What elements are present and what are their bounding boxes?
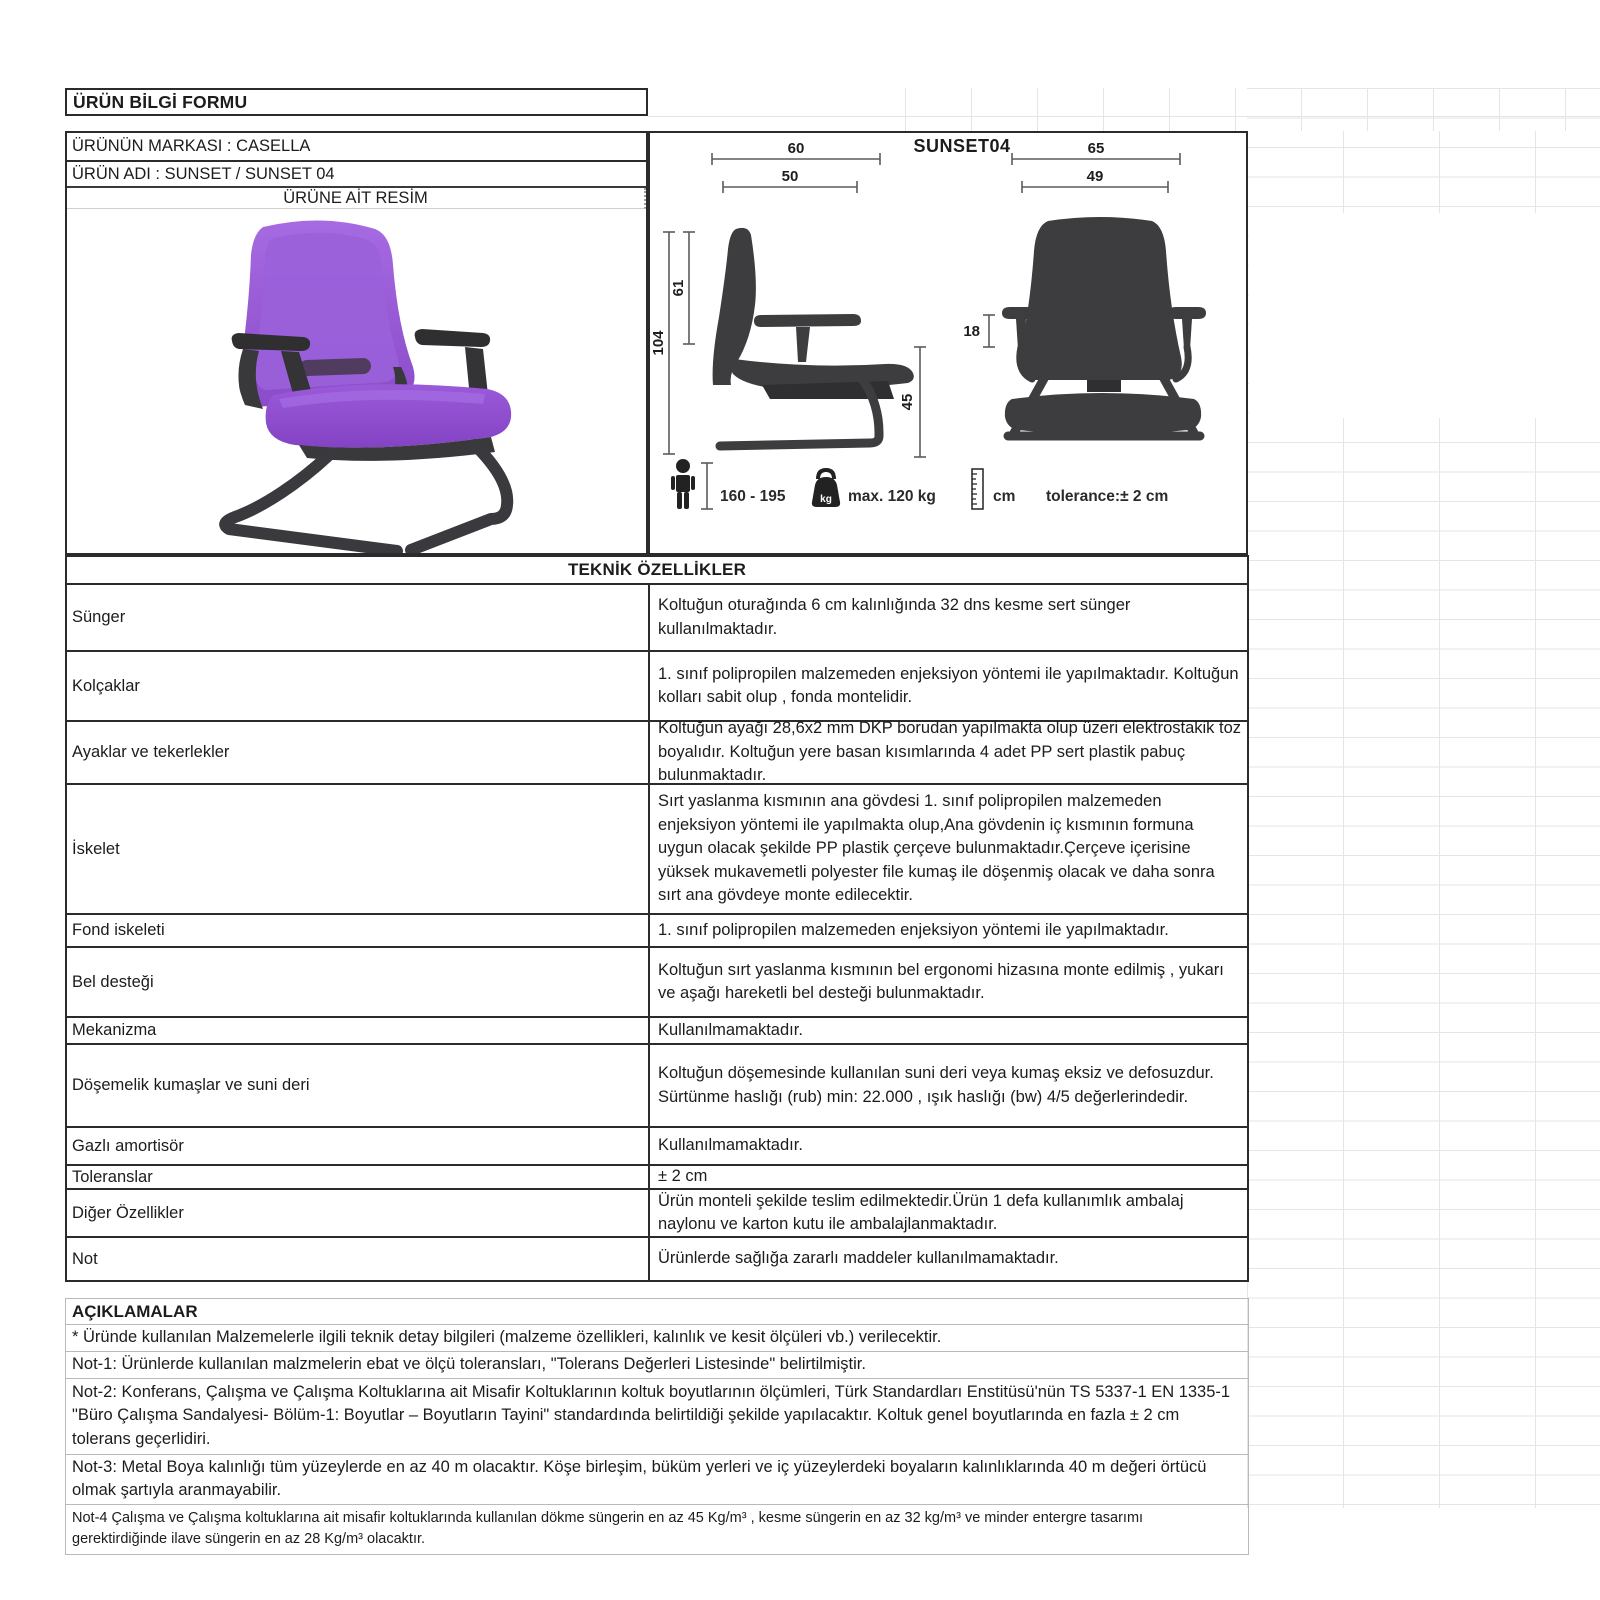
notes-header: AÇIKLAMALAR	[72, 1301, 198, 1321]
spec-value: 1. sınıf polipropilen malzemeden enjeksiyon yöntemi ile yapılmaktadır. Koltuğun kolları sabit olup , fonda montelidir.	[658, 664, 1239, 706]
note-row	[65, 1325, 1249, 1352]
brand-label: ÜRÜNÜN MARKASI : CASELLA	[72, 137, 311, 155]
spec-value: 1. sınıf polipropilen malzemeden enjeksiyon yöntemi ile yapılmaktadır.	[658, 920, 1169, 939]
form-title: ÜRÜN BİLGİ FORMU	[73, 91, 248, 112]
spec-label: İskelet	[67, 785, 650, 913]
spec-label: Döşemelik kumaşlar ve suni deri	[67, 1045, 650, 1126]
chair-base-left	[225, 455, 397, 551]
spec-label: Diğer Özellikler	[67, 1190, 650, 1236]
dim-seat-height: 45	[899, 393, 916, 411]
spec-label: Mekanizma	[67, 1018, 650, 1043]
spreadsheet-grid-gap	[1249, 213, 1600, 418]
kg-icon-label: kg	[820, 494, 832, 505]
table-row	[67, 913, 1247, 946]
spec-label: Kolçaklar	[67, 652, 650, 720]
table-row	[67, 1043, 1247, 1126]
user-height-range: 160 - 195	[720, 488, 786, 505]
legend-row	[671, 459, 1168, 509]
product-name-label: ÜRÜN ADI : SUNSET / SUNSET 04	[72, 164, 335, 183]
table-row	[67, 783, 1247, 913]
note-text: Not-3: Metal Boya kalınlığı tüm yüzeylerde en az 40 m olacaktır. Köşe birleşim, büküm yerleri ve iç yüzeylerdeki boyaların kalınlıklarında 40 m değeri örtücü olmak şartıyla aranmayabilir.	[72, 1457, 1207, 1499]
table-row	[67, 650, 1247, 720]
spec-value: Koltuğun döşemesinde kullanılan suni deri veya kumaş eksiz ve defosuzdur. Sürtünme haslığı (rub) min: 22.000 , ışık haslığı (bw) 4/5 değerlerindedir.	[658, 1064, 1214, 1106]
spec-value: Koltuğun ayağı 28,6x2 mm DKP borudan yapılmakta olup üzeri elektrostakik toz boyalıdır. Koltuğun yere basan kısımlarında 4 adet PP sert plastik pabuç bulunmaktadır.	[658, 719, 1242, 785]
weight-icon	[812, 470, 840, 507]
technical-drawing-panel	[648, 131, 1248, 555]
note-row	[65, 1352, 1249, 1379]
spec-label: Ayaklar ve tekerlekler	[67, 722, 650, 783]
dim-overall-height: 104	[650, 330, 667, 356]
spec-value: ± 2 cm	[658, 1167, 708, 1186]
product-name-row	[67, 162, 646, 188]
table-row	[67, 1236, 1247, 1280]
tolerance-label: tolerance:± 2 cm	[1046, 488, 1169, 505]
table-row	[67, 946, 1247, 1016]
spec-label: Gazlı amortisör	[67, 1128, 650, 1164]
notes-section	[65, 1298, 1249, 1555]
spec-value: Kullanılmamaktadır.	[658, 1136, 803, 1155]
dim-armrest-height: 18	[963, 323, 980, 340]
notes-header-row	[65, 1298, 1249, 1325]
spec-label: Toleranslar	[67, 1166, 650, 1188]
dim-overall-width-side: 60	[787, 140, 805, 157]
table-row	[67, 1126, 1247, 1164]
note-text: * Üründe kullanılan Malzemelerle ilgili teknik detay bilgileri (malzeme özellikleri, kalınlık ve kesit ölçüleri vb.) verilecektir.	[72, 1328, 942, 1346]
table-row	[67, 1164, 1247, 1188]
specs-header: TEKNİK ÖZELLİKLER	[567, 560, 747, 579]
dim-back-height: 61	[670, 279, 687, 297]
ruler-icon	[972, 469, 983, 509]
chair-base-right	[411, 445, 507, 550]
unit-label: cm	[993, 488, 1016, 505]
brand-row	[67, 133, 646, 162]
spec-value: Sırt yaslanma kısmının ana gövdesi 1. sınıf polipropilen malzemeden enjeksiyon yöntemi ile yapılmakta olup,Ana gövdenin iç kısmının formuna uygun olacak şekilde PP plastik çerçeve bulunmaktadır.Çerçeve içerisine yüksek mukavemetli polyester file kumaş ile döşenmiş olacak ve daha sonra sırt ana gövdeye monte edilecektir.	[658, 792, 1215, 905]
image-caption: ÜRÜNE AİT RESİM	[283, 188, 428, 207]
note-text: Not-4 Çalışma ve Çalışma koltuklarına ait misafir koltuklarında kullanılan dökme süngerin en az 45 Kg/m³ , kesme süngerin en az 32 kg/m³ ve minder entergre tasarımı gerektirdiğinde ilave süngerin en az 28 Kg/m³ olacaktır.	[72, 1510, 1144, 1547]
specs-table	[65, 555, 1249, 1282]
person-icon	[671, 459, 695, 509]
chair-front-view	[1002, 217, 1206, 436]
spec-label: Sünger	[67, 585, 650, 650]
max-weight-label: max. 120 kg	[848, 488, 936, 505]
dim-seat-depth: 50	[781, 168, 799, 185]
technical-drawing	[650, 133, 1246, 553]
specs-header-row	[67, 557, 1247, 583]
spec-value: Ürün monteli şekilde teslim edilmektedir.Ürün 1 defa kullanımlık ambalaj naylonu ve karton kutu ile ambalajlanmaktadır.	[658, 1191, 1184, 1233]
spec-label: Not	[67, 1238, 650, 1280]
spreadsheet-grid-topline	[648, 116, 1600, 117]
table-row	[67, 1188, 1247, 1236]
spec-label: Fond iskeleti	[67, 915, 650, 946]
note-text: Not-2: Konferans, Çalışma ve Çalışma Koltuklarına ait Misafir Koltuklarının koltuk boyutlarının ölçümleri, Türk Standardları Enstitüsü'nün TS 5337-1 EN 1335-1 "Büro Çalışma Sandalyesi- Bölüm-1: Boyutlar – Boyutların Tayini" standardında belirtildiği şekilde yapılacaktır. Koltuk genel boyutlarında en fazla ± 2 cm tolerans geçerlidiri.	[72, 1382, 1231, 1448]
spreadsheet-grid-top	[905, 88, 1600, 131]
spec-value: Kullanılmamaktadır.	[658, 1020, 803, 1039]
image-caption-row	[67, 188, 646, 209]
note-text: Not-1: Ürünlerde kullanılan malzmelerin ebat ve ölçü toleransları, "Tolerans Değerleri Listesinde" belirtilmiştir.	[72, 1354, 866, 1373]
table-row	[67, 1016, 1247, 1043]
dim-overall-width-front: 65	[1087, 140, 1105, 157]
table-row	[67, 720, 1247, 783]
spec-value: Koltuğun oturağında 6 cm kalınlığında 32 dns kesme sert sünger kullanılmaktadır.	[658, 596, 1131, 638]
note-row	[65, 1505, 1249, 1555]
form-title-cell	[65, 88, 648, 116]
chair-side-view	[713, 228, 914, 446]
dim-seat-width: 49	[1086, 168, 1104, 185]
spec-label: Bel desteği	[67, 948, 650, 1016]
chair-armrest-right-pad	[415, 329, 490, 347]
product-photo-chair	[67, 209, 646, 553]
person-dim-line	[701, 463, 713, 509]
spec-value: Ürünlerde sağlığa zararlı maddeler kullanılmamaktadır.	[658, 1249, 1059, 1268]
note-row	[65, 1379, 1249, 1455]
table-row	[67, 583, 1247, 650]
spec-value: Koltuğun sırt yaslanma kısmının bel ergonomi hizasına monte edilmiş , yukarı ve aşağı hareketli bel desteği bulunmaktadır.	[658, 960, 1224, 1002]
note-row	[65, 1455, 1249, 1505]
model-title: SUNSET04	[913, 136, 1011, 156]
chair-logo-band	[299, 358, 372, 377]
product-header-block	[65, 131, 648, 555]
